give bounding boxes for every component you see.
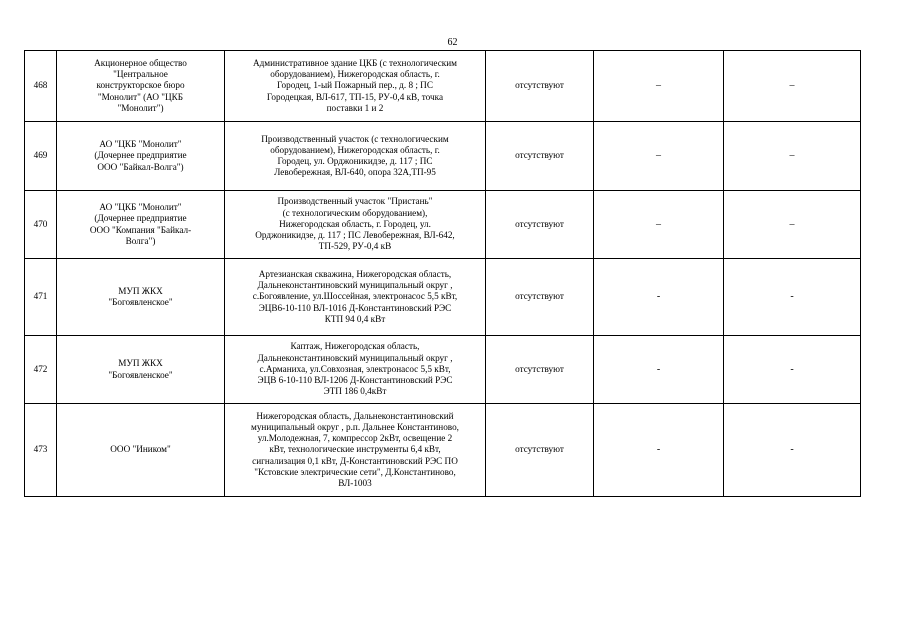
status-cell: отсутствуют (486, 404, 594, 497)
org-line: АО "ЦКБ "Монолит" (99, 139, 182, 150)
object-line: Дальнеконстантиновский муниципальный округ , (257, 280, 453, 291)
table-row (25, 122, 861, 191)
col6-cell: - (724, 404, 861, 497)
object-line: поставки 1 и 2 (326, 102, 384, 113)
organization-cell (57, 191, 225, 259)
object-line: "Кстовские электрические сети", Д.Константиново, (254, 466, 456, 477)
object-line: (с технологическим оборудованием), (282, 207, 428, 218)
object-line: Административное здание ЦКБ (с технологическим (253, 57, 457, 68)
object-line: Каптаж, Нижегородская область, (290, 341, 420, 352)
col5-cell: – (594, 122, 724, 191)
object-cell (225, 51, 486, 122)
row-number: 473 (25, 404, 57, 497)
object-line: ТП-529, РУ-0,4 кВ (318, 241, 392, 252)
org-line: конструкторское бюро (96, 80, 185, 91)
object-line: ВЛ-1003 (338, 478, 372, 488)
object-line: Городецкая, ВЛ-617, ТП-15, РУ-0,4 кВ, точка (266, 91, 444, 102)
col6-cell: - (724, 259, 861, 336)
object-line: с.Арманиха, ул.Совхозная, электронасос 5,5 кВт, (259, 363, 451, 374)
org-line: ООО "Компания "Байкал- (89, 224, 192, 235)
org-line: "Богоявленское" (108, 297, 173, 307)
col6-cell: – (724, 122, 861, 191)
object-cell (225, 404, 486, 497)
table-body (25, 51, 861, 497)
status-cell: отсутствуют (486, 191, 594, 259)
object-line: Нижегородская область, Дальнеконстантиновский (256, 410, 454, 421)
object-line: Производственный участок "Пристань" (277, 196, 433, 207)
object-line: КТП 94 0,4 кВт (324, 313, 386, 324)
object-line: ЭТП 186 0,4кВт (323, 386, 387, 397)
col5-cell: - (594, 259, 724, 336)
object-line: оборудованием), Нижегородская область, г. (270, 144, 440, 155)
object-cell (225, 259, 486, 336)
row-number: 472 (25, 336, 57, 404)
object-cell (225, 191, 486, 259)
table-row (25, 191, 861, 259)
org-line: (Дочернее предприятие (94, 213, 187, 224)
col6-cell: - (724, 336, 861, 404)
col5-cell: – (594, 191, 724, 259)
org-line: МУП ЖКХ (118, 285, 163, 296)
org-line: ООО "Байкал-Волга") (97, 161, 184, 172)
object-line: Производственный участок (с технологическим (261, 133, 449, 144)
table-row (25, 51, 861, 122)
status-cell: отсутствуют (486, 259, 594, 336)
object-cell (225, 122, 486, 191)
object-line: сигнализация 0,1 кВт, Д-Константиновский РЭС ПО (252, 455, 458, 466)
organization-cell (57, 122, 225, 191)
org-line: "Центральное (113, 69, 168, 80)
row-number: 468 (25, 51, 57, 122)
org-line: АО "ЦКБ "Монолит" (99, 202, 182, 213)
object-line: муниципальный округ , р.п. Дальнее Константиново, (251, 421, 459, 432)
object-line: ЭЦВ 6-10-110 ВЛ-1206 Д-Константиновский РЭС (257, 375, 453, 386)
status-cell: отсутствуют (486, 122, 594, 191)
table-row (25, 336, 861, 404)
object-cell (225, 336, 486, 404)
col6-cell: – (724, 191, 861, 259)
object-line: ул.Молодежная, 7, компрессор 2кВт, освещение 2 (257, 433, 453, 444)
col5-cell: – (594, 51, 724, 122)
object-line: Левобережная, ВЛ-640, опора 32А,ТП-95 (274, 167, 436, 178)
col5-cell: - (594, 404, 724, 497)
page-number: 62 (447, 37, 458, 48)
table-row (25, 404, 861, 497)
org-line: "Богоявленское" (108, 369, 173, 380)
object-line: с.Богоявление, ул.Шоссейная, электронасос 5,5 кВт, (252, 291, 458, 302)
object-line: ЭЦВ6-10-110 ВЛ-1016 Д-Константиновский РЭС (258, 302, 452, 313)
col5-cell: - (594, 336, 724, 404)
object-line: Артезианская скважина, Нижегородская область, (258, 268, 452, 279)
object-line: оборудованием), Нижегородская область, г. (270, 69, 440, 80)
organization-cell (57, 404, 225, 497)
org-line: ООО "Иником" (110, 444, 171, 455)
org-line: Волга") (125, 235, 156, 246)
organization-cell (57, 259, 225, 336)
status-cell: отсутствуют (486, 51, 594, 122)
org-line: МУП ЖКХ (118, 358, 163, 369)
table-row (25, 259, 861, 336)
row-number: 471 (25, 259, 57, 336)
object-line: Орджоникидзе, д. 117 ; ПС Левобережная, ВЛ-642, (255, 230, 455, 241)
row-number: 470 (25, 191, 57, 259)
status-cell: отсутствуют (486, 336, 594, 404)
object-line: кВт, технологические инструменты 6,4 кВт, (269, 444, 441, 455)
organization-cell (57, 336, 225, 404)
object-line: Городец, ул. Орджоникидзе, д. 117 ; ПС (277, 156, 433, 166)
row-number: 469 (25, 122, 57, 191)
org-line: "Монолит") (117, 102, 164, 113)
org-line: Акционерное общество (94, 57, 187, 68)
object-line: Нижегородская область, г. Городец, ул. (279, 218, 431, 229)
col6-cell: – (724, 51, 861, 122)
organization-cell (57, 51, 225, 122)
object-line: Городец, 1-ый Пожарный пер., д. 8 ; ПС (277, 80, 433, 91)
object-line: Дальнеконстантиновский муниципальный округ , (257, 352, 453, 363)
registry-table (24, 50, 861, 497)
org-line: (Дочернее предприятие (94, 150, 187, 161)
org-line: "Монолит" (АО "ЦКБ (97, 91, 184, 102)
